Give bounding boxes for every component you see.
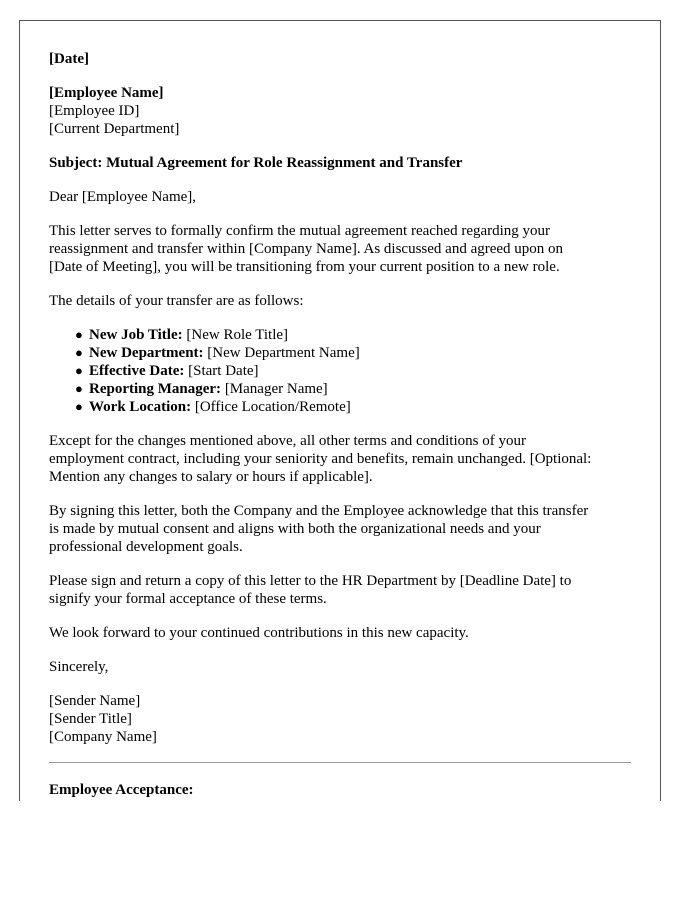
- return-paragraph: [49, 572, 631, 608]
- letter-date: [Date]: [49, 51, 89, 67]
- terms-line: employment contract, including your seniority and benefits, remain unchanged. [Optional:: [49, 451, 592, 467]
- transfer-details-list: [49, 326, 631, 416]
- detail-label: New Job Title:: [89, 327, 183, 343]
- detail-label: New Department:: [89, 345, 204, 361]
- recipient-department: [Current Department]: [49, 121, 180, 137]
- letter-content: [20, 21, 660, 799]
- detail-value: [Office Location/Remote]: [191, 399, 351, 415]
- consent-line: is made by mutual consent and aligns with both the organizational needs and your: [49, 521, 541, 537]
- intro-line: This letter serves to formally confirm the mutual agreement reached regarding your: [49, 223, 551, 239]
- detail-item: [75, 398, 631, 416]
- bullet-icon: ●: [75, 363, 83, 378]
- bullet-icon: ●: [75, 399, 83, 414]
- terms-line: Mention any changes to salary or hours if applicable].: [49, 469, 373, 485]
- intro-line: [Date of Meeting], you will be transitioning from your current position to a new role.: [49, 259, 560, 275]
- consent-line: By signing this letter, both the Company and the Employee acknowledge that this transfer: [49, 503, 589, 519]
- detail-label: Effective Date:: [89, 363, 185, 379]
- consent-paragraph: [49, 502, 631, 556]
- letter-page: [19, 20, 661, 801]
- detail-label: Work Location:: [89, 399, 192, 415]
- bullet-icon: ●: [75, 381, 83, 396]
- sender-title: [Sender Title]: [49, 711, 132, 727]
- detail-item: [75, 344, 631, 362]
- letter-subject: Subject: Mutual Agreement for Role Reassignment and Transfer: [49, 155, 463, 171]
- sender-block: [49, 692, 631, 746]
- signoff: Sincerely,: [49, 659, 109, 675]
- detail-item: [75, 380, 631, 398]
- closing-note: We look forward to your continued contributions in this new capacity.: [49, 625, 469, 641]
- return-line: Please sign and return a copy of this letter to the HR Department by [Deadline Date] to: [49, 573, 572, 589]
- recipient-id: [Employee ID]: [49, 103, 140, 119]
- bullet-icon: ●: [75, 345, 83, 360]
- sender-company: [Company Name]: [49, 729, 157, 745]
- detail-item: [75, 326, 631, 344]
- recipient-name: [Employee Name]: [49, 85, 164, 101]
- detail-item: [75, 362, 631, 380]
- sender-name: [Sender Name]: [49, 693, 141, 709]
- bullet-icon: ●: [75, 327, 83, 342]
- detail-value: [Start Date]: [184, 363, 259, 379]
- consent-line: professional development goals.: [49, 539, 243, 555]
- salutation: Dear [Employee Name],: [49, 189, 197, 205]
- recipient-block: [49, 84, 631, 138]
- detail-value: [Manager Name]: [221, 381, 328, 397]
- intro-line: reassignment and transfer within [Company Name]. As discussed and agreed upon on: [49, 241, 564, 257]
- details-intro: The details of your transfer are as follows:: [49, 293, 304, 309]
- section-divider: [49, 762, 631, 763]
- acceptance-heading: Employee Acceptance:: [49, 782, 194, 798]
- detail-value: [New Role Title]: [182, 327, 289, 343]
- detail-label: Reporting Manager:: [89, 381, 222, 397]
- terms-paragraph: [49, 432, 631, 486]
- detail-value: [New Department Name]: [203, 345, 360, 361]
- intro-paragraph: [49, 222, 631, 276]
- terms-line: Except for the changes mentioned above, all other terms and conditions of your: [49, 433, 526, 449]
- return-line: signify your formal acceptance of these terms.: [49, 591, 327, 607]
